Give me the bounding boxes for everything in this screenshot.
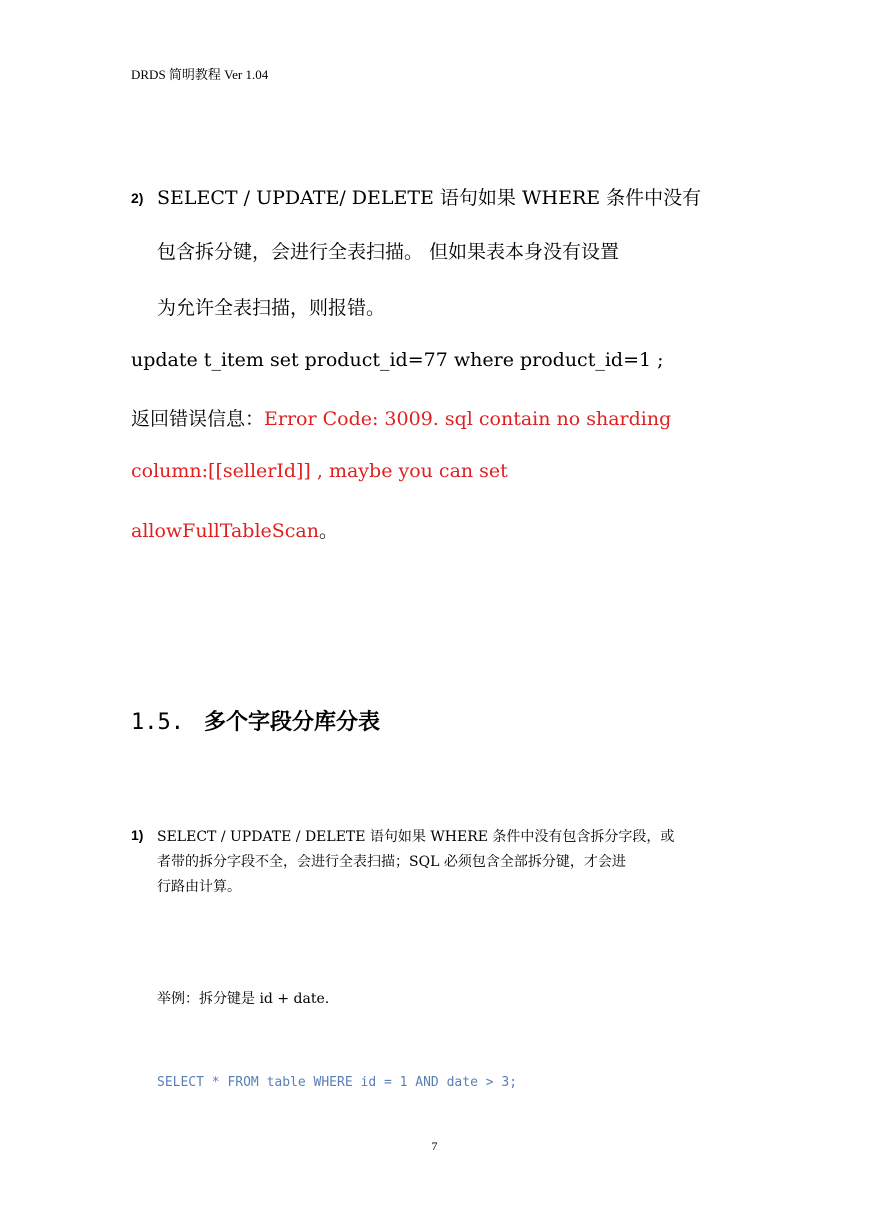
example-note: 举例：拆分键是 id + date.: [157, 991, 330, 1007]
list-number-2: 2): [131, 190, 144, 206]
error-message-line-1: [131, 404, 671, 431]
error-prefix: 返回错误信息：: [131, 408, 265, 430]
section-title: 多个字段分库分表: [203, 709, 380, 735]
error-suffix: 。: [319, 520, 339, 542]
page-header: DRDS 简明教程 Ver 1.04: [131, 67, 269, 82]
error-message-line-2: column:[[sellerId]] , maybe you can set: [131, 460, 508, 482]
list-number-1: 1): [131, 827, 144, 843]
item1-line-1: SELECT / UPDATE / DELETE 语句如果 WHERE 条件中没有包含拆分字段，或: [157, 829, 675, 845]
item2-line-1: SELECT / UPDATE/ DELETE 语句如果 WHERE 条件中没有: [157, 187, 702, 209]
code-line: SELECT * FROM table WHERE id = 1 AND date > 3;: [157, 1075, 518, 1090]
item1-line-2: 者带的拆分字段不全，会进行全表扫描；SQL 必须包含全部拆分键，才会进: [157, 854, 626, 870]
item2-line-2: 包含拆分键，会进行全表扫描。 但如果表本身没有设置: [157, 241, 620, 263]
section-number: 1.5.: [131, 710, 184, 735]
error-message-line-3: [131, 516, 338, 543]
section-heading: [131, 705, 380, 736]
sql-example: update t_item set product_id=77 where product_id=1 ;: [131, 349, 664, 371]
item2-line-3: 为允许全表扫描，则报错。: [157, 297, 386, 319]
item1-line-3: 行路由计算。: [157, 879, 241, 895]
error-code-text: Error Code: 3009. sql contain no sharding: [264, 408, 672, 430]
page-number: 7: [431, 1139, 438, 1153]
error-option-text: allowFullTableScan: [131, 520, 319, 542]
